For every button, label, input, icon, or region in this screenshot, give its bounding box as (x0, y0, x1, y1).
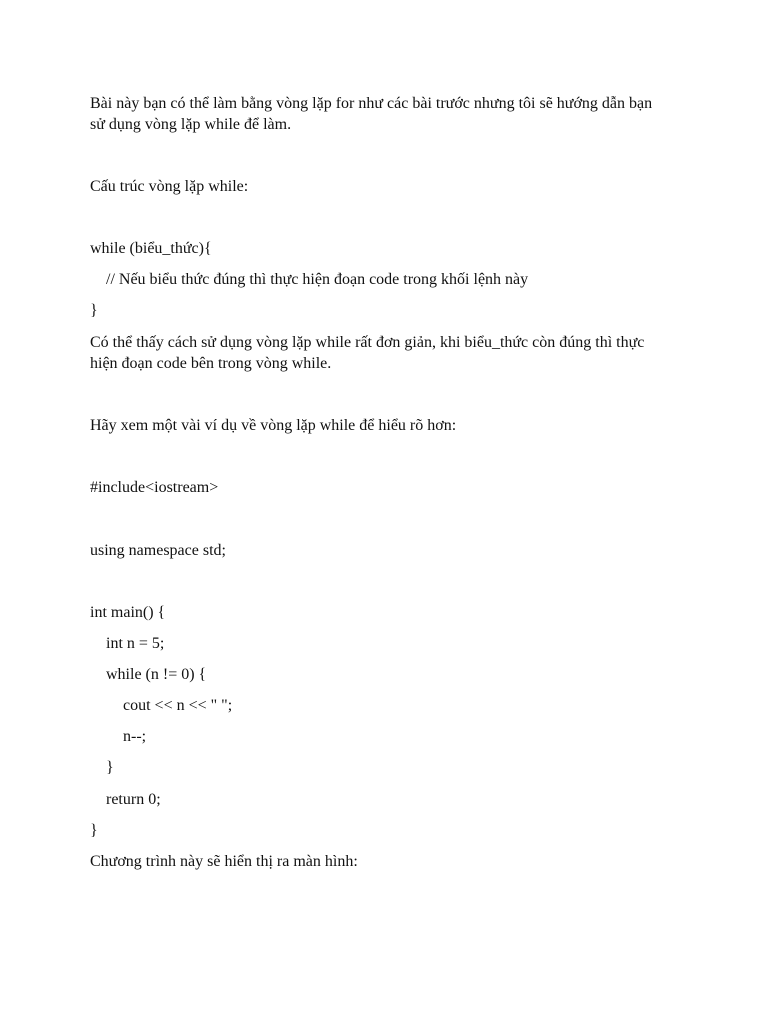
syntax-while-open: while (biểu_thức){ (90, 240, 212, 257)
syntax-comment: // Nếu biểu thức đúng thì thực hiện đoạn code trong khối lệnh này (106, 271, 529, 288)
explain-text-line-1: Có thể thấy cách sử dụng vòng lặp while rất đơn giản, khi biểu_thức còn đúng thì thực (90, 334, 645, 351)
code-decrement: n--; (123, 728, 147, 745)
code-include: #include<iostream> (90, 479, 219, 496)
explain-text-line-2: hiện đoạn code bên trong vòng while. (90, 355, 332, 372)
example-heading: Hãy xem một vài ví dụ về vòng lặp while để hiểu rõ hơn: (90, 417, 457, 434)
code-main-close: } (90, 822, 98, 839)
intro-text-line-1: Bài này bạn có thể làm bằng vòng lặp for như các bài trước nhưng tôi sẽ hướng dẫn bạn (90, 95, 653, 112)
structure-heading: Cấu trúc vòng lặp while: (90, 178, 249, 195)
code-using: using namespace std; (90, 542, 226, 559)
code-return: return 0; (106, 791, 161, 808)
code-main-open: int main() { (90, 604, 166, 621)
output-heading: Chương trình này sẽ hiển thị ra màn hình: (90, 853, 358, 870)
intro-text-line-2: sử dụng vòng lặp while để làm. (90, 116, 292, 133)
code-cout: cout << n << " "; (123, 697, 233, 714)
code-while-open: while (n != 0) { (106, 666, 207, 683)
code-while-close: } (106, 759, 114, 776)
code-decl: int n = 5; (106, 635, 165, 652)
syntax-close-brace: } (90, 302, 98, 319)
